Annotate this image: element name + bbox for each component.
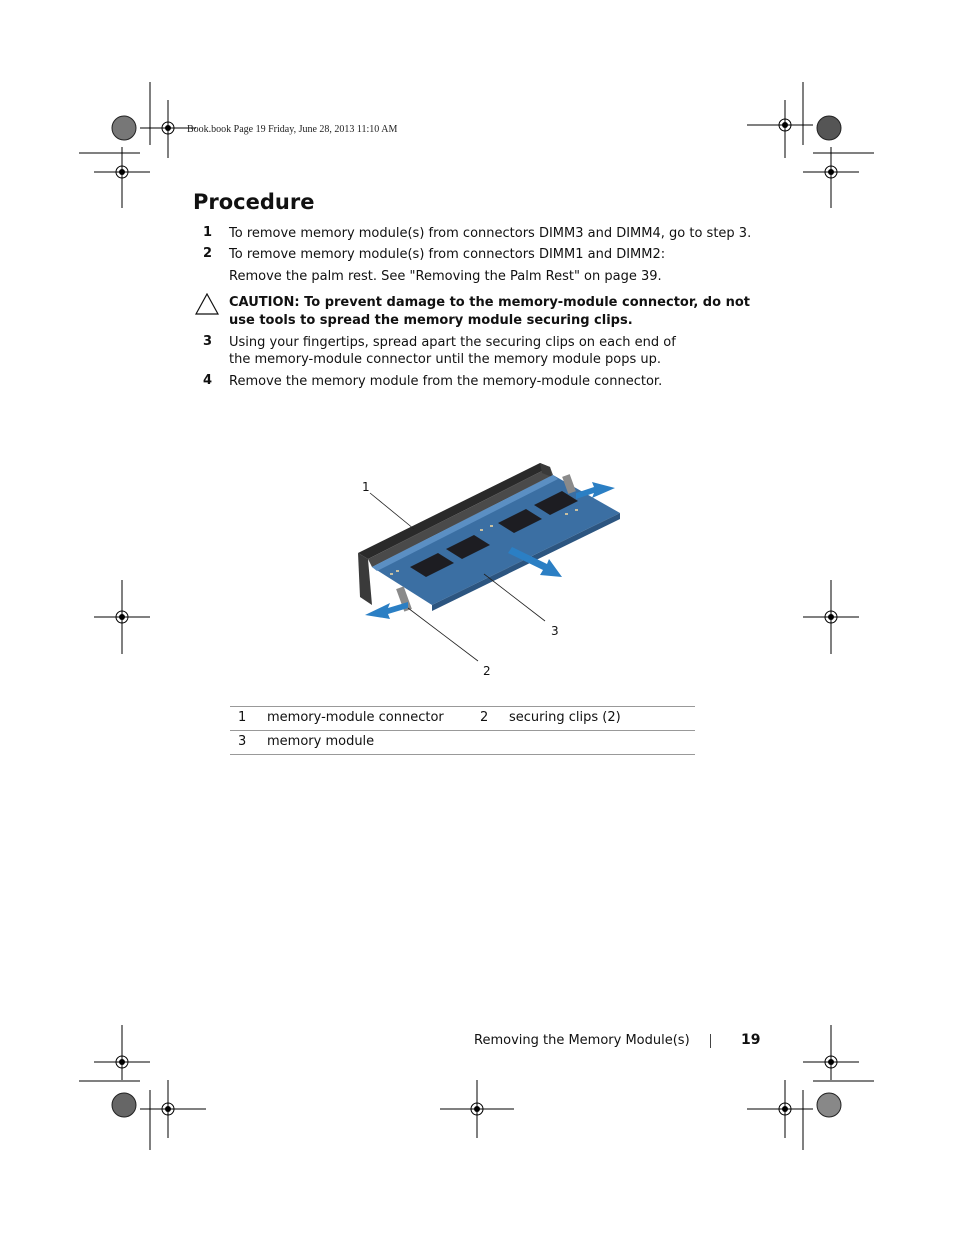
registration-mark-top-left [79, 82, 196, 208]
callout-label: 2 [483, 664, 491, 678]
step-number: 1 [203, 225, 213, 240]
step-number: 3 [203, 334, 213, 349]
step-substep-text: Remove the palm rest. See "Removing the Palm Rest" on page 39. [229, 269, 662, 284]
step-text: To remove memory module(s) from connectors DIMM3 and DIMM4, go to step 3. [229, 226, 752, 241]
footer-section-title: Removing the Memory Module(s) [474, 1033, 690, 1048]
legend-number: 2 [472, 707, 509, 731]
registration-mark-top-right [747, 82, 874, 208]
legend-number: 1 [230, 707, 267, 731]
figure-legend-table [230, 706, 695, 755]
callout-label: 3 [551, 624, 559, 638]
footer-separator [710, 1034, 711, 1048]
registration-mark-bottom-left [79, 1025, 206, 1150]
step-text: Using your fingertips, spread apart the securing clips on each end of the memory-module connector until the memory module pops up. [229, 335, 676, 367]
callout-label: 1 [362, 480, 370, 494]
legend-label: memory module [267, 731, 472, 755]
legend-label: securing clips (2) [509, 707, 695, 731]
caution-triangle-icon [195, 293, 219, 315]
registration-mark-mid-right [803, 580, 859, 654]
registration-mark-mid-left [94, 580, 150, 654]
registration-mark-bottom-center [440, 1080, 514, 1138]
print-header-stamp: Book.book Page 19 Friday, June 28, 2013 11:10 AM [187, 124, 398, 135]
step-text: Remove the memory module from the memory-module connector. [229, 374, 663, 389]
step-text: To remove memory module(s) from connectors DIMM1 and DIMM2: [229, 247, 666, 262]
step-number: 2 [203, 246, 213, 261]
legend-label: memory-module connector [267, 707, 472, 731]
legend-number [472, 731, 509, 755]
memory-module-illustration [350, 455, 640, 685]
table-row [230, 707, 695, 731]
registration-mark-bottom-right [747, 1025, 874, 1150]
legend-number: 3 [230, 731, 267, 755]
table-row [230, 731, 695, 755]
caution-text: CAUTION: To prevent damage to the memory-module connector, do not use tools to spread the memory module securing clips. [229, 295, 750, 328]
step-number: 4 [203, 373, 213, 388]
outward-arrow-right-icon [576, 482, 615, 499]
section-title: Procedure [193, 190, 315, 214]
legend-label [509, 731, 695, 755]
page-number: 19 [741, 1032, 761, 1048]
